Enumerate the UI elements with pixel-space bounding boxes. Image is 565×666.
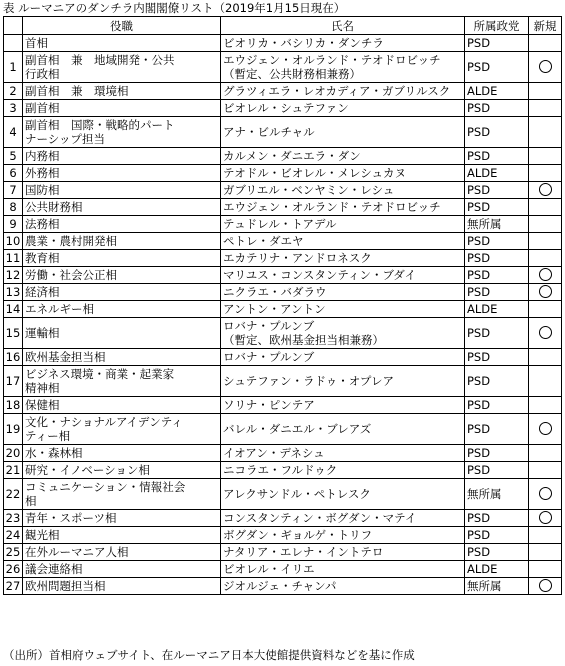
name-line: アレクサンドル・ペトレスク <box>223 487 371 501</box>
post-cell <box>23 527 221 544</box>
party-cell: ALDE <box>465 83 529 100</box>
row-number: 23 <box>4 510 23 527</box>
name-line: ビオリカ・バシリカ・ダンチラ <box>223 36 384 50</box>
circle-icon <box>539 285 552 298</box>
party-cell: PSD <box>465 445 529 462</box>
table-row <box>4 199 562 216</box>
row-number: 16 <box>4 349 23 366</box>
name-line: ボグダン・ギョルゲ・トリフ <box>223 528 373 542</box>
post-line: 外務相 <box>25 166 60 180</box>
party-cell: PSD <box>465 510 529 527</box>
name-line: テュドレル・トアデル <box>223 217 337 231</box>
post-line: 保健相 <box>25 398 60 412</box>
post-cell <box>23 216 221 233</box>
table-row <box>4 52 562 83</box>
post-line: 教育相 <box>25 251 60 265</box>
table-row <box>4 414 562 445</box>
name-line: ロバナ・プルンブ <box>223 350 315 364</box>
post-line: 首相 <box>25 36 48 50</box>
row-number: 22 <box>4 479 23 510</box>
row-number: 7 <box>4 182 23 199</box>
party-cell: PSD <box>465 148 529 165</box>
post-line: 農業・農村開発相 <box>25 234 117 248</box>
post-cell <box>23 100 221 117</box>
post-line: ビジネス環境・商業・起業家 <box>25 367 175 381</box>
post-cell <box>23 445 221 462</box>
circle-icon <box>539 511 552 524</box>
post-line: 内務相 <box>25 149 60 163</box>
table-row <box>4 250 562 267</box>
post-line: 労働・社会公正相 <box>25 268 117 282</box>
post-line: 国防相 <box>25 183 60 197</box>
post-line: 運輸相 <box>25 326 60 340</box>
party-cell: PSD <box>465 366 529 397</box>
header-new: 新規 <box>529 17 562 35</box>
post-cell <box>23 301 221 318</box>
table-row <box>4 578 562 595</box>
table-row <box>4 318 562 349</box>
minister-name-cell <box>221 52 465 83</box>
name-line: （暫定、公共財務相兼務） <box>223 67 361 81</box>
post-cell <box>23 462 221 479</box>
new-cell <box>529 414 562 445</box>
party-cell: PSD <box>465 52 529 83</box>
row-number: 2 <box>4 83 23 100</box>
row-number: 9 <box>4 216 23 233</box>
post-line: エネルギー相 <box>25 302 94 316</box>
new-cell <box>529 301 562 318</box>
post-cell <box>23 83 221 100</box>
table-row <box>4 445 562 462</box>
table-row <box>4 165 562 182</box>
row-number: 18 <box>4 397 23 414</box>
new-cell <box>529 35 562 52</box>
circle-icon <box>539 268 552 281</box>
party-cell: 無所属 <box>465 216 529 233</box>
new-cell <box>529 148 562 165</box>
post-line: 公共財務相 <box>25 200 83 214</box>
minister-name-cell <box>221 182 465 199</box>
new-cell <box>529 462 562 479</box>
name-line: シュテファン・ラドゥ・オプレア <box>223 374 394 388</box>
party-cell: PSD <box>465 100 529 117</box>
party-cell: PSD <box>465 349 529 366</box>
new-cell <box>529 578 562 595</box>
table-row <box>4 510 562 527</box>
name-line: カルメン・ダニエラ・ダン <box>223 149 361 163</box>
party-cell: PSD <box>465 414 529 445</box>
party-cell: PSD <box>465 199 529 216</box>
post-line: コミュニケーション・情報社会 <box>25 480 186 494</box>
post-cell <box>23 199 221 216</box>
table-row <box>4 148 562 165</box>
row-number: 11 <box>4 250 23 267</box>
post-cell <box>23 165 221 182</box>
row-number: 27 <box>4 578 23 595</box>
new-cell <box>529 182 562 199</box>
table-caption: 表 ルーマニアのダンチラ内閣閣僚リスト（2019年1月15日現在） <box>3 1 346 15</box>
row-number: 8 <box>4 199 23 216</box>
table-row <box>4 182 562 199</box>
new-cell <box>529 527 562 544</box>
minister-name-cell <box>221 83 465 100</box>
name-line: ジオルジェ・チャンパ <box>223 579 337 593</box>
party-cell: PSD <box>465 318 529 349</box>
name-line: グラツィエラ・レオカディア・ガブリルスク <box>223 84 451 98</box>
row-number <box>4 35 23 52</box>
new-cell <box>529 267 562 284</box>
row-number: 15 <box>4 318 23 349</box>
name-line: テオドル・ビオレル・メレシュカヌ <box>223 166 406 180</box>
row-number: 20 <box>4 445 23 462</box>
minister-name-cell <box>221 366 465 397</box>
party-cell: ALDE <box>465 165 529 182</box>
minister-name-cell <box>221 527 465 544</box>
post-line: 欧州基金担当相 <box>25 350 106 364</box>
table-row <box>4 233 562 250</box>
post-cell <box>23 366 221 397</box>
table-row <box>4 301 562 318</box>
new-cell <box>529 52 562 83</box>
new-cell <box>529 445 562 462</box>
post-cell <box>23 267 221 284</box>
minister-name-cell <box>221 148 465 165</box>
post-cell <box>23 479 221 510</box>
party-cell: PSD <box>465 233 529 250</box>
new-cell <box>529 510 562 527</box>
new-cell <box>529 544 562 561</box>
name-line: ガブリエル・ベンヤミン・レシュ <box>223 183 395 197</box>
post-line: 経済相 <box>25 285 60 299</box>
name-line: ニコラエ・フルドゥク <box>223 463 338 477</box>
circle-icon <box>539 422 552 435</box>
post-cell <box>23 35 221 52</box>
header-post: 役職 <box>23 17 221 35</box>
minister-name-cell <box>221 301 465 318</box>
table-row <box>4 35 562 52</box>
party-cell: 無所属 <box>465 479 529 510</box>
name-line: エウジェン・オルランド・テオドロビッチ <box>223 53 441 67</box>
row-number: 12 <box>4 267 23 284</box>
table-body <box>4 35 562 595</box>
circle-icon <box>539 487 552 500</box>
party-cell: PSD <box>465 182 529 199</box>
post-line: 相 <box>25 494 37 508</box>
name-line: エカテリナ・アンドロネスク <box>223 251 372 265</box>
minister-name-cell <box>221 561 465 578</box>
post-cell <box>23 117 221 148</box>
row-number: 21 <box>4 462 23 479</box>
minister-name-cell <box>221 250 465 267</box>
party-cell: ALDE <box>465 561 529 578</box>
new-cell <box>529 199 562 216</box>
row-number: 19 <box>4 414 23 445</box>
minister-name-cell <box>221 544 465 561</box>
new-cell <box>529 117 562 148</box>
table-row <box>4 83 562 100</box>
post-cell <box>23 561 221 578</box>
new-cell <box>529 165 562 182</box>
minister-name-cell <box>221 479 465 510</box>
header-row <box>4 17 562 35</box>
post-line: 欧州問題担当相 <box>25 579 106 593</box>
table-row <box>4 117 562 148</box>
new-cell <box>529 318 562 349</box>
table-row <box>4 284 562 301</box>
post-line: 観光相 <box>25 528 60 542</box>
post-cell <box>23 544 221 561</box>
minister-name-cell <box>221 100 465 117</box>
party-cell: PSD <box>465 117 529 148</box>
minister-name-cell <box>221 462 465 479</box>
row-number: 24 <box>4 527 23 544</box>
table-row <box>4 544 562 561</box>
table-row <box>4 267 562 284</box>
circle-icon <box>539 579 552 592</box>
party-cell: PSD <box>465 544 529 561</box>
post-cell <box>23 349 221 366</box>
header-name: 氏名 <box>221 17 465 35</box>
new-cell <box>529 216 562 233</box>
minister-name-cell <box>221 233 465 250</box>
post-line: 行政相 <box>25 67 60 81</box>
party-cell: PSD <box>465 527 529 544</box>
row-number: 17 <box>4 366 23 397</box>
minister-name-cell <box>221 578 465 595</box>
minister-name-cell <box>221 284 465 301</box>
name-line: ペトレ・ダエヤ <box>223 234 304 248</box>
minister-name-cell <box>221 397 465 414</box>
post-line: ティー相 <box>25 429 71 443</box>
post-cell <box>23 182 221 199</box>
party-cell: PSD <box>465 462 529 479</box>
minister-name-cell <box>221 349 465 366</box>
post-cell <box>23 414 221 445</box>
row-number: 14 <box>4 301 23 318</box>
row-number: 13 <box>4 284 23 301</box>
post-cell <box>23 52 221 83</box>
post-line: 副首相 国際・戦略的パート <box>25 118 175 132</box>
name-line: ロバナ・プルンブ <box>223 319 315 333</box>
new-cell <box>529 397 562 414</box>
row-number: 1 <box>4 52 23 83</box>
party-cell: PSD <box>465 35 529 52</box>
party-cell: ALDE <box>465 301 529 318</box>
post-cell <box>23 318 221 349</box>
minister-name-cell <box>221 117 465 148</box>
row-number: 25 <box>4 544 23 561</box>
post-line: 議会連絡相 <box>25 562 83 576</box>
new-cell <box>529 561 562 578</box>
post-cell <box>23 250 221 267</box>
post-cell <box>23 284 221 301</box>
name-line: アナ・ビルチャル <box>223 125 315 139</box>
party-cell: 無所属 <box>465 578 529 595</box>
name-line: イオアン・デネシュ <box>223 446 325 460</box>
table-row <box>4 397 562 414</box>
name-line: マリユス・コンスタンティン・ブダイ <box>223 268 416 282</box>
minister-name-cell <box>221 414 465 445</box>
circle-icon <box>539 183 552 196</box>
circle-icon <box>539 326 552 339</box>
party-cell: PSD <box>465 397 529 414</box>
table-row <box>4 349 562 366</box>
minister-name-cell <box>221 267 465 284</box>
source-note: （出所）首相府ウェブサイト、在ルーマニア日本大使館提供資料などを基に作成 <box>3 648 415 662</box>
minister-name-cell <box>221 165 465 182</box>
name-line: ナタリア・エレナ・イントテロ <box>223 545 384 559</box>
name-line: アントン・アントン <box>223 302 326 316</box>
post-cell <box>23 233 221 250</box>
minister-name-cell <box>221 35 465 52</box>
table-row <box>4 479 562 510</box>
name-line: （暫定、欧州基金担当相兼務） <box>223 333 384 347</box>
name-line: コンスタンティン・ボグダン・マテイ <box>223 511 417 525</box>
post-cell <box>23 397 221 414</box>
post-line: 副首相 兼 地域開発・公共 <box>25 53 175 67</box>
name-line: ニクラエ・バダラウ <box>223 285 327 299</box>
new-cell <box>529 479 562 510</box>
minister-name-cell <box>221 199 465 216</box>
new-cell <box>529 366 562 397</box>
table-row <box>4 366 562 397</box>
post-line: 在外ルーマニア人相 <box>25 545 129 559</box>
minister-name-cell <box>221 318 465 349</box>
post-cell <box>23 578 221 595</box>
table-row <box>4 527 562 544</box>
row-number: 5 <box>4 148 23 165</box>
post-cell <box>23 148 221 165</box>
post-line: 青年・スポーツ相 <box>25 511 117 525</box>
new-cell <box>529 250 562 267</box>
minister-name-cell <box>221 216 465 233</box>
post-line: 文化・ナショナルアイデンティ <box>25 415 183 429</box>
row-number: 26 <box>4 561 23 578</box>
post-line: 研究・イノベーション相 <box>25 463 150 477</box>
row-number: 4 <box>4 117 23 148</box>
row-number: 6 <box>4 165 23 182</box>
new-cell <box>529 233 562 250</box>
name-line: ソリナ・ピンテア <box>223 398 315 412</box>
row-number: 3 <box>4 100 23 117</box>
minister-name-cell <box>221 445 465 462</box>
new-cell <box>529 100 562 117</box>
post-line: 法務相 <box>25 217 60 231</box>
new-cell <box>529 349 562 366</box>
row-number: 10 <box>4 233 23 250</box>
name-line: バレル・ダニエル・ブレアズ <box>223 422 372 436</box>
circle-icon <box>539 60 552 73</box>
post-line: 精神相 <box>25 381 60 395</box>
table-row <box>4 462 562 479</box>
name-line: ビオレル・イリエ <box>223 562 315 576</box>
post-line: 水・森林相 <box>25 446 83 460</box>
table-row <box>4 100 562 117</box>
cabinet-table <box>3 16 562 595</box>
table-row <box>4 561 562 578</box>
header-party: 所属政党 <box>465 17 529 35</box>
name-line: ビオレル・シュテファン <box>223 101 349 115</box>
name-line: エウジェン・オルランド・テオドロビッチ <box>223 200 441 214</box>
post-line: 副首相 <box>25 101 60 115</box>
post-cell <box>23 510 221 527</box>
new-cell <box>529 284 562 301</box>
header-num <box>4 17 23 35</box>
new-cell <box>529 83 562 100</box>
party-cell: PSD <box>465 267 529 284</box>
minister-name-cell <box>221 510 465 527</box>
party-cell: PSD <box>465 284 529 301</box>
post-line: 副首相 兼 環境相 <box>25 84 129 98</box>
table-row <box>4 216 562 233</box>
post-line: ナーシップ担当 <box>25 132 106 146</box>
party-cell: PSD <box>465 250 529 267</box>
